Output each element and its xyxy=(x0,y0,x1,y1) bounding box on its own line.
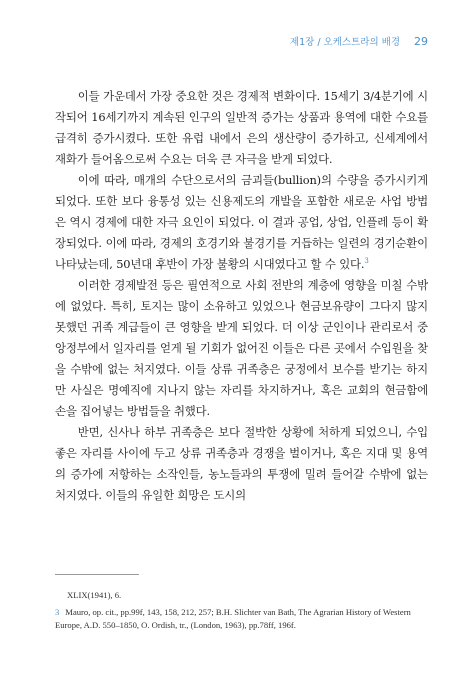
paragraph-1: 이들 가운데서 가장 중요한 것은 경제적 변화이다. 15세기 3/4분기에 시작되어 16세기까지 계속된 인구의 일반적 증가는 상품과 용역에 대한 수요를 급격히 증가시켰다. 또한 유럽 내에서 은의 생산량이 증가하고, 신세계에서 재화가 들어옴으로써 수요는 더욱 큰 자극을 받게 되었다. xyxy=(55,89,428,166)
footnote-3 xyxy=(55,606,428,632)
footnote-reference[interactable]: 3 xyxy=(364,257,369,266)
page-number: 29 xyxy=(414,35,428,48)
paragraph-2 xyxy=(55,170,428,275)
footnote-continuation xyxy=(55,589,428,602)
body-text xyxy=(55,86,428,506)
paragraph-2-text: 이에 따라, 매개의 수단으로서의 금괴들(bullion)의 수량을 증가시키게 되었다. 또한 보다 융통성 있는 신용제도의 개발을 포함한 새로운 사업 방법은 역시 경제에 대한 자극 요인이 되었다. 이 결과 공업, 상업, 인플레 등이 확장되었다. 이에 따라, 경제의 호경기와 불경기를 거듭하는 일련의 경기순환이 나타났는데, 50년대 후반이 가장 불황의 시대였다고 할 수 있다. xyxy=(55,173,428,271)
chapter-title: 제1장 / 오케스트라의 배경 xyxy=(289,37,400,48)
footnote-text: Mauro, op. cit., pp.99f, 143, 158, 212, 257; B.H. Slichter van Bath, The Agrarian History of Western Europe, A.D. 550–1850, O. Ordish, tr., (London, 1963), pp.78ff, 196f. xyxy=(55,607,411,630)
footnotes xyxy=(55,589,428,636)
footnote-divider xyxy=(55,574,139,575)
running-header xyxy=(290,34,428,48)
footnote-text: XLIX(1941), 6. xyxy=(67,590,122,600)
paragraph-4: 반면, 신사나 하부 귀족층은 보다 절박한 상황에 처하게 되었으니, 수입 좋은 자리를 사이에 두고 상류 귀족층과 경쟁을 벌이거나, 혹은 지대 및 용역의 증가에 저항하는 소작인들, 농노들과의 투쟁에 밀려 들어갈 수밖에 없는 처지였다. 이들의 유일한 희망은 도시의 xyxy=(55,425,428,502)
footnote-number: 3 xyxy=(55,607,60,617)
paragraph-3: 이러한 경제발전 등은 필연적으로 사회 전반의 계층에 영향을 미칠 수밖에 없었다. 특히, 토지는 많이 소유하고 있었으나 현금보유량이 그다지 많지 못했던 귀족 계급들이 큰 영향을 받게 되었다. 더 이상 군인이나 관리로서 중앙정부에서 일자리를 얻게 될 기회가 없어진 이들은 다른 곳에서 수입원을 찾을 수밖에 없는 처지였다. 이들 상류 귀족층은 궁정에서 보수를 받기는 하지만 사실은 명예직에 지나지 않는 자리를 차지하거나, 혹은 교회의 현금함에 손을 집어넣는 방법들을 취했다. xyxy=(55,278,428,418)
